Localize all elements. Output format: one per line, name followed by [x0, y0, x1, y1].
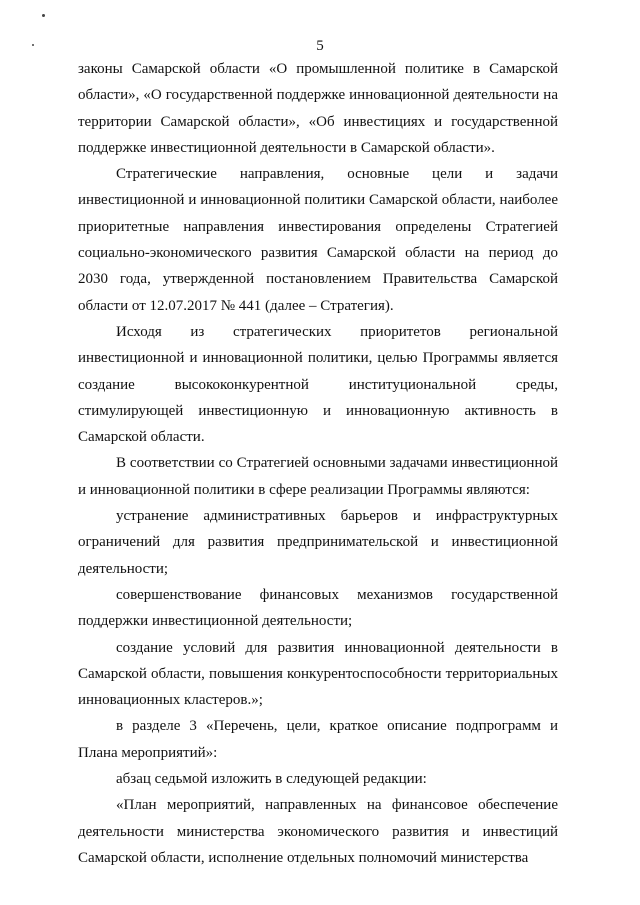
paragraph: Исходя из стратегических приоритетов региональной инвестиционной и инновационной политики, целью Программы является создание высококонкурентной институциональной среды, стимулирующей инвестиционную и инновационную активность в Самарской области. — [78, 323, 558, 446]
document-body — [78, 56, 558, 871]
paragraph: создание условий для развития инновационной деятельности в Самарской области, повышения конкурентоспособности территориальных инновационных кластеров.»; — [78, 639, 558, 709]
paragraph: В соответствии со Стратегией основными задачами инвестиционной и инновационной политики в сфере реализации Программы являются: — [78, 455, 558, 498]
paragraph: законы Самарской области «О промышленной политике в Самарской области», «О государственной поддержке инновационной деятельности на территории Самарской области», «Об инвестициях и государственной поддержке инвестиционной деятельности в Самарской области». — [78, 61, 558, 156]
scan-speck — [42, 14, 45, 17]
paragraph: абзац седьмой изложить в следующей редакции: — [116, 771, 427, 788]
paragraph: устранение административных барьеров и инфраструктурных ограничений для развития предпринимательской и инвестиционной деятельности; — [78, 508, 558, 577]
paragraph: в разделе 3 «Перечень, цели, краткое описание подпрограмм и Плана мероприятий»: — [78, 718, 558, 761]
paragraph: «План мероприятий, направленных на финансовое обеспечение деятельности министерства экономического развития и инвестиций Самарской области, исполнение отдельных полномочий министерства — [78, 797, 558, 866]
paragraph: совершенствование финансовых механизмов государственной поддержки инвестиционной деятельности; — [78, 586, 558, 630]
paragraph: Стратегические направления, основные цели и задачи инвестиционной и инновационной политики Самарской области, наиболее приоритетные направления инвестирования определены Стратегией социально-экономического развития Самарской области на период до 2030 года, утвержденной постановлением Правительства Самарской области от 12.07.2017 № 441 (далее – Стратегия). — [78, 166, 558, 314]
page-number: 5 — [316, 38, 324, 54]
